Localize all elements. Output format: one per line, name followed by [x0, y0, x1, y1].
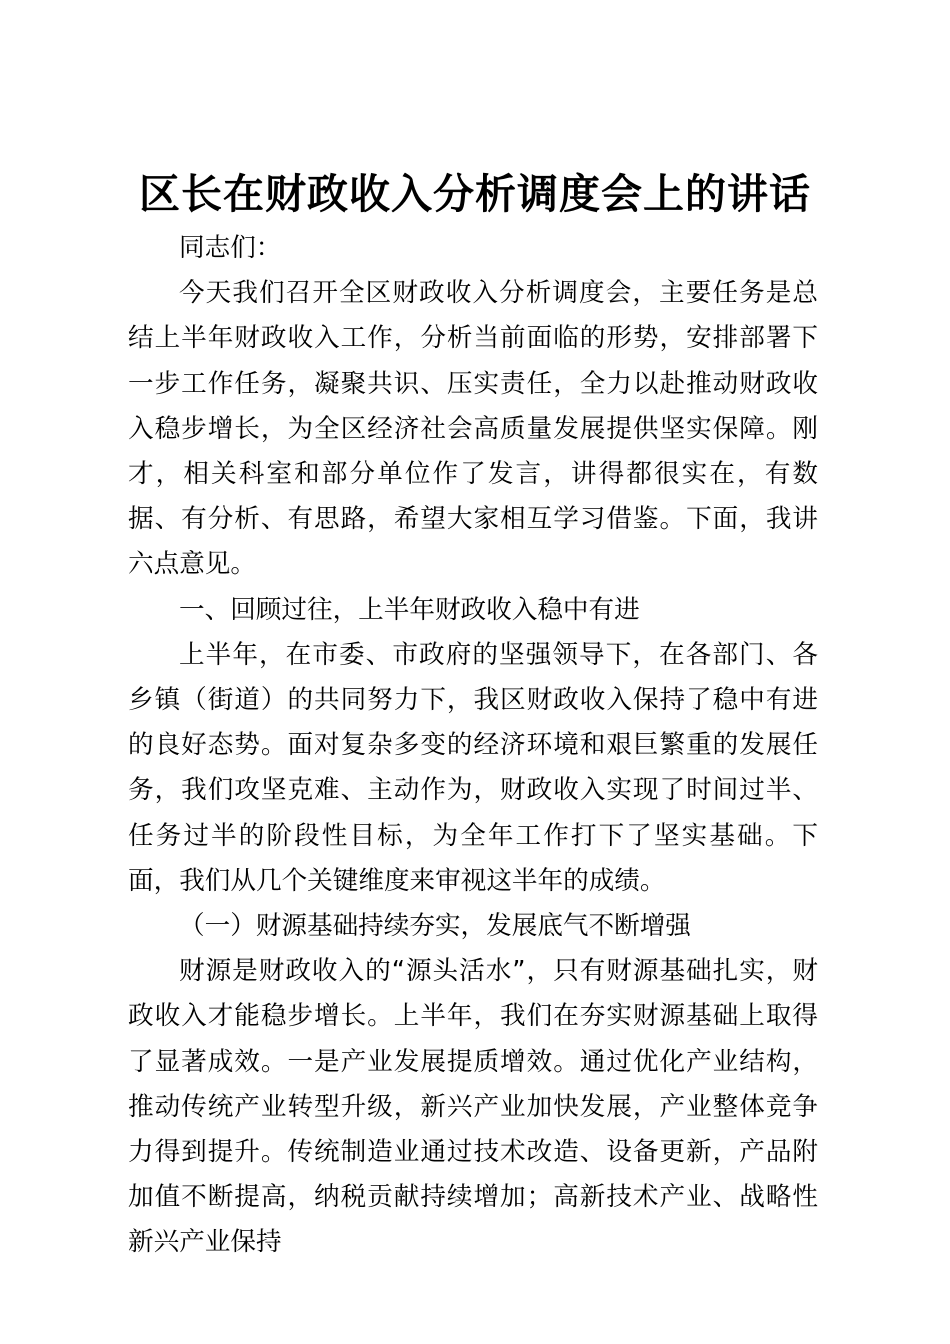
document-title: 区长在财政收入分析调度会上的讲话 — [139, 170, 811, 218]
paragraph-opening: 今天我们召开全区财政收入分析调度会，主要任务是总结上半年财政收入工作，分析当前面临的形势，安排部署下一步工作任务，凝聚共识、压实责任，全力以赴推动财政收入稳步增长，为全区经济社会高质量发展提供坚实保障。刚才，相关科室和部分单位作了发言，讲得都很实在，有数据、有分析、有思路，希望大家相互学习借鉴。下面，我讲六点意见。 — [128, 278, 818, 580]
salutation: 同志们： — [179, 233, 282, 263]
paragraph-revenue-sources: 财源是财政收入的“源头活水”，只有财源基础扎实，财政收入才能稳步增长。上半年，我们在夯实财源基础上取得了显著成效。一是产业发展提质增效。通过优化产业结构，推动传统产业转型升级，新兴产业加快发展，产业整体竞争力得到提升。传统制造业通过技术改造、设备更新，产品附加值不断提高，纳税贡献持续增加；高新技术产业、战略性新兴产业保持 — [128, 956, 818, 1258]
paragraph-review: 上半年，在市委、市政府的坚强领导下，在各部门、各乡镇（街道）的共同努力下，我区财政收入保持了稳中有进的良好态势。面对复杂多变的经济环境和艰巨繁重的发展任务，我们攻坚克难、主动作为，财政收入实现了时间过半、任务过半的阶段性目标，为全年工作打下了坚实基础。下面，我们从几个关键维度来审视这半年的成绩。 — [128, 639, 818, 896]
subsection-heading-1: （一）财源基础持续夯实，发展底气不断增强 — [179, 911, 691, 942]
section-heading-1: 一、回顾过往，上半年财政收入稳中有进 — [179, 594, 640, 625]
document-body — [128, 226, 818, 1266]
